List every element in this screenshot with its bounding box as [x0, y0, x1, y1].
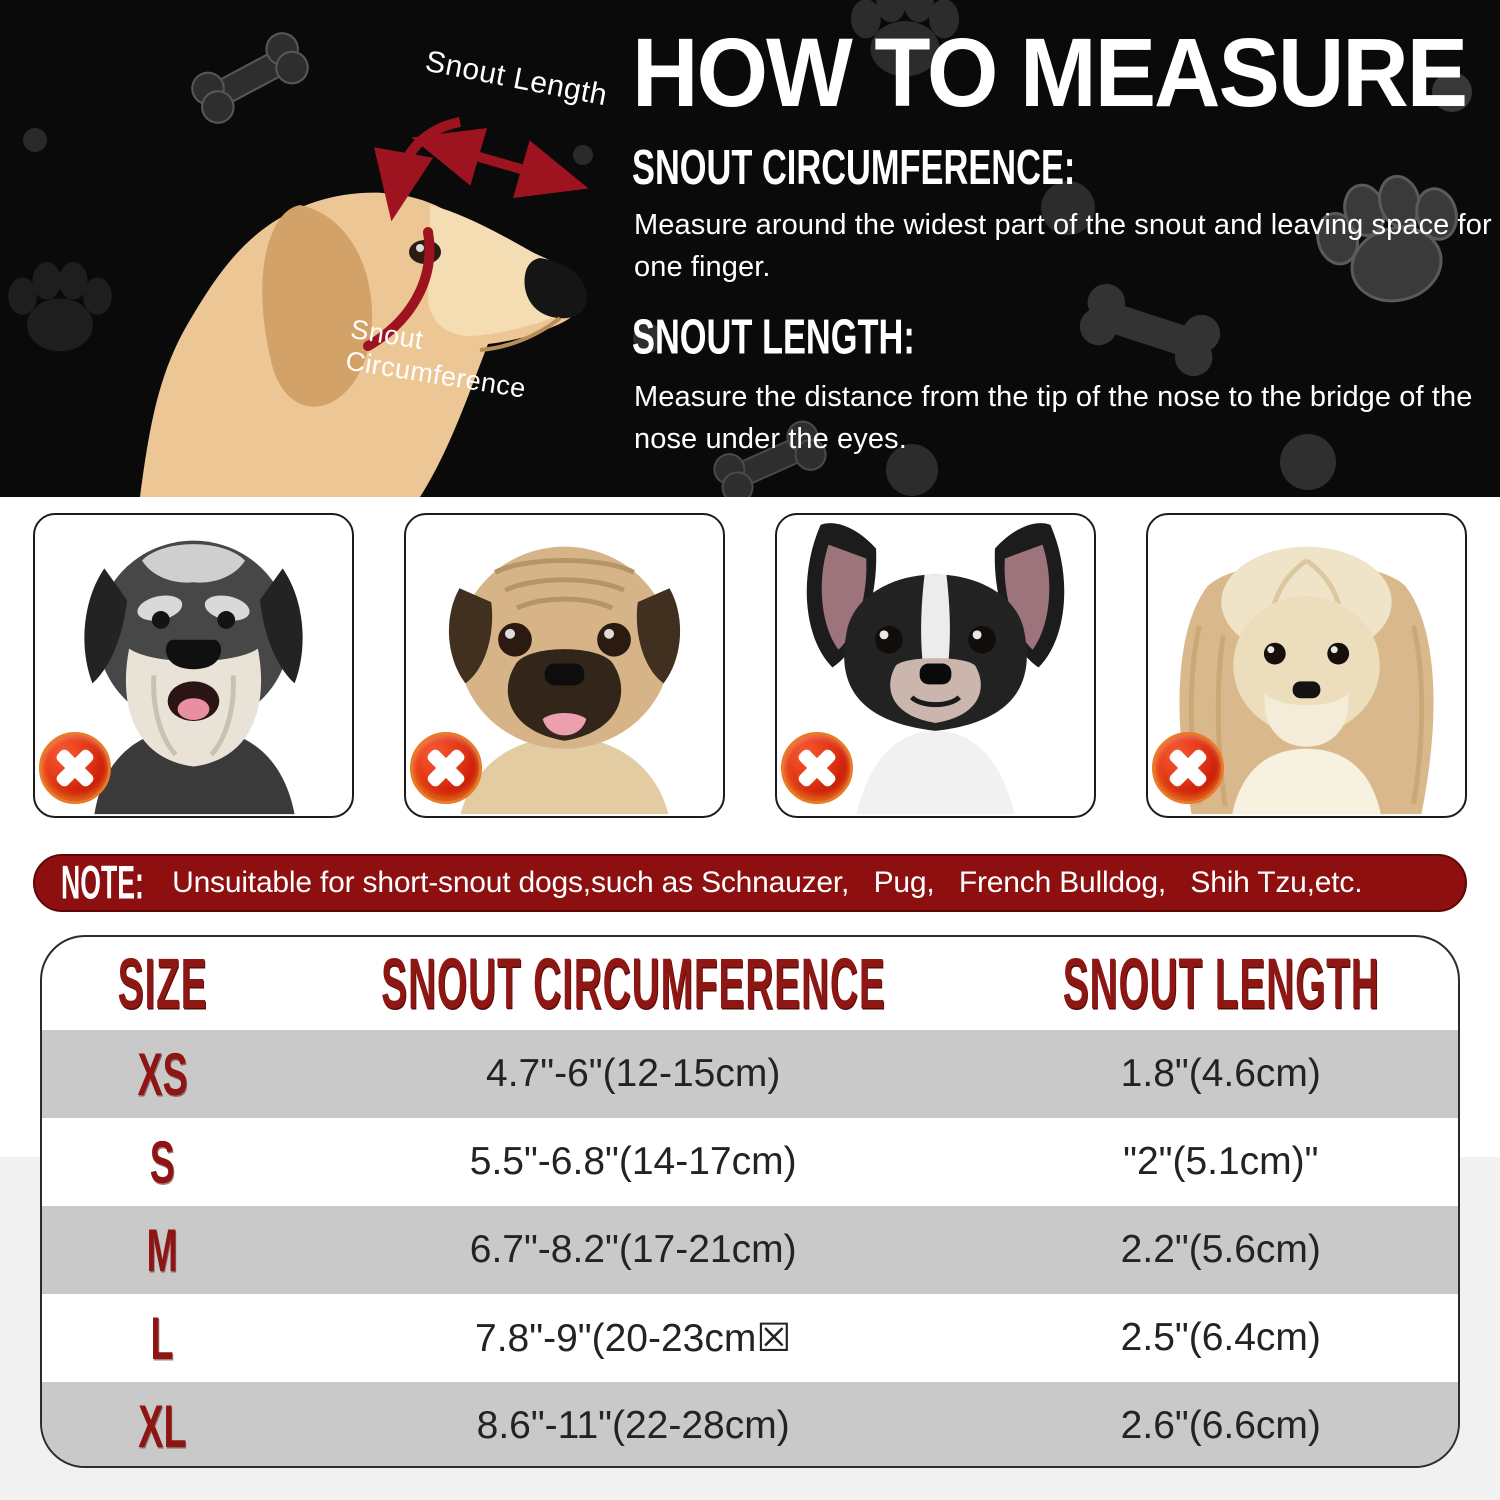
- hero-text-block: [632, 0, 1500, 497]
- not-suitable-x-icon: [1152, 732, 1224, 804]
- column-header-size: SIZE: [117, 943, 208, 1024]
- size-table: [40, 935, 1460, 1468]
- page-title: HOW TO MEASURE: [632, 19, 1467, 128]
- size-table-header: [42, 937, 1458, 1030]
- cell-size: M: [146, 1215, 179, 1285]
- heading-snout-length: SNOUT LENGTH:: [632, 311, 915, 365]
- cell-snout-length: 2.5"(6.4cm): [1120, 1316, 1321, 1359]
- cell-size: S: [149, 1127, 175, 1197]
- size-row-xl: [42, 1382, 1458, 1468]
- cell-size: L: [150, 1303, 174, 1373]
- column-header-snout-length: SNOUT LENGTH: [1062, 943, 1380, 1024]
- cell-size: XS: [137, 1039, 188, 1109]
- unsuitable-dog-card-pug: [404, 513, 725, 818]
- cell-snout-length: 2.6"(6.6cm): [1120, 1404, 1321, 1447]
- size-table-body: [42, 1030, 1458, 1468]
- not-suitable-x-icon: [39, 732, 111, 804]
- cell-snout-circumference: 4.7"-6"(12-15cm): [486, 1052, 781, 1095]
- size-row-xs: [42, 1030, 1458, 1118]
- note-text: Unsuitable for short-snout dogs,such as Schnauzer, Pug, French Bulldog, Shih Tzu,etc.: [172, 866, 1363, 899]
- not-suitable-x-icon: [781, 732, 853, 804]
- cell-snout-length: "2"(5.1cm)": [1123, 1140, 1319, 1183]
- cell-snout-circumference: 8.6"-11"(22-28cm): [476, 1404, 790, 1447]
- unsuitable-dog-card-french-bulldog: [775, 513, 1096, 818]
- unsuitable-dog-card-schnauzer: [33, 513, 354, 818]
- cell-snout-circumference: 6.7"-8.2"(17-21cm): [469, 1228, 797, 1271]
- unsuitable-dogs-row: [33, 513, 1467, 818]
- snout-length-label: Snout Length: [422, 44, 611, 113]
- heading-snout-circumference: SNOUT CIRCUMFERENCE:: [632, 141, 1076, 195]
- labrador-measure-photo: [0, 0, 620, 497]
- cell-size: XL: [138, 1391, 187, 1461]
- body-snout-circumference: Measure around the widest part of the snout and leaving space for one finger.: [634, 209, 1492, 283]
- note-label: NOTE:: [61, 856, 144, 909]
- cell-snout-circumference: 7.8"-9"(20-23cm☒: [475, 1316, 792, 1360]
- cell-snout-length: 2.2"(5.6cm): [1120, 1228, 1321, 1271]
- size-row-m: [42, 1206, 1458, 1294]
- not-suitable-x-icon: [410, 732, 482, 804]
- cell-snout-circumference: 5.5"-6.8"(14-17cm): [469, 1140, 797, 1183]
- cell-snout-length: 1.8"(4.6cm): [1120, 1052, 1321, 1095]
- size-row-l: [42, 1294, 1458, 1382]
- size-row-s: [42, 1118, 1458, 1206]
- column-header-snout-circumference: SNOUT CIRCUMFERENCE: [380, 943, 886, 1024]
- snout-circumference-label: Snout Circumference: [343, 313, 529, 404]
- note-bar: [33, 854, 1467, 912]
- body-snout-length: Measure the distance from the tip of the nose to the bridge of the nose under the eyes.: [634, 381, 1473, 455]
- unsuitable-dog-card-shih-tzu: [1146, 513, 1467, 818]
- hero-section: [0, 0, 1500, 497]
